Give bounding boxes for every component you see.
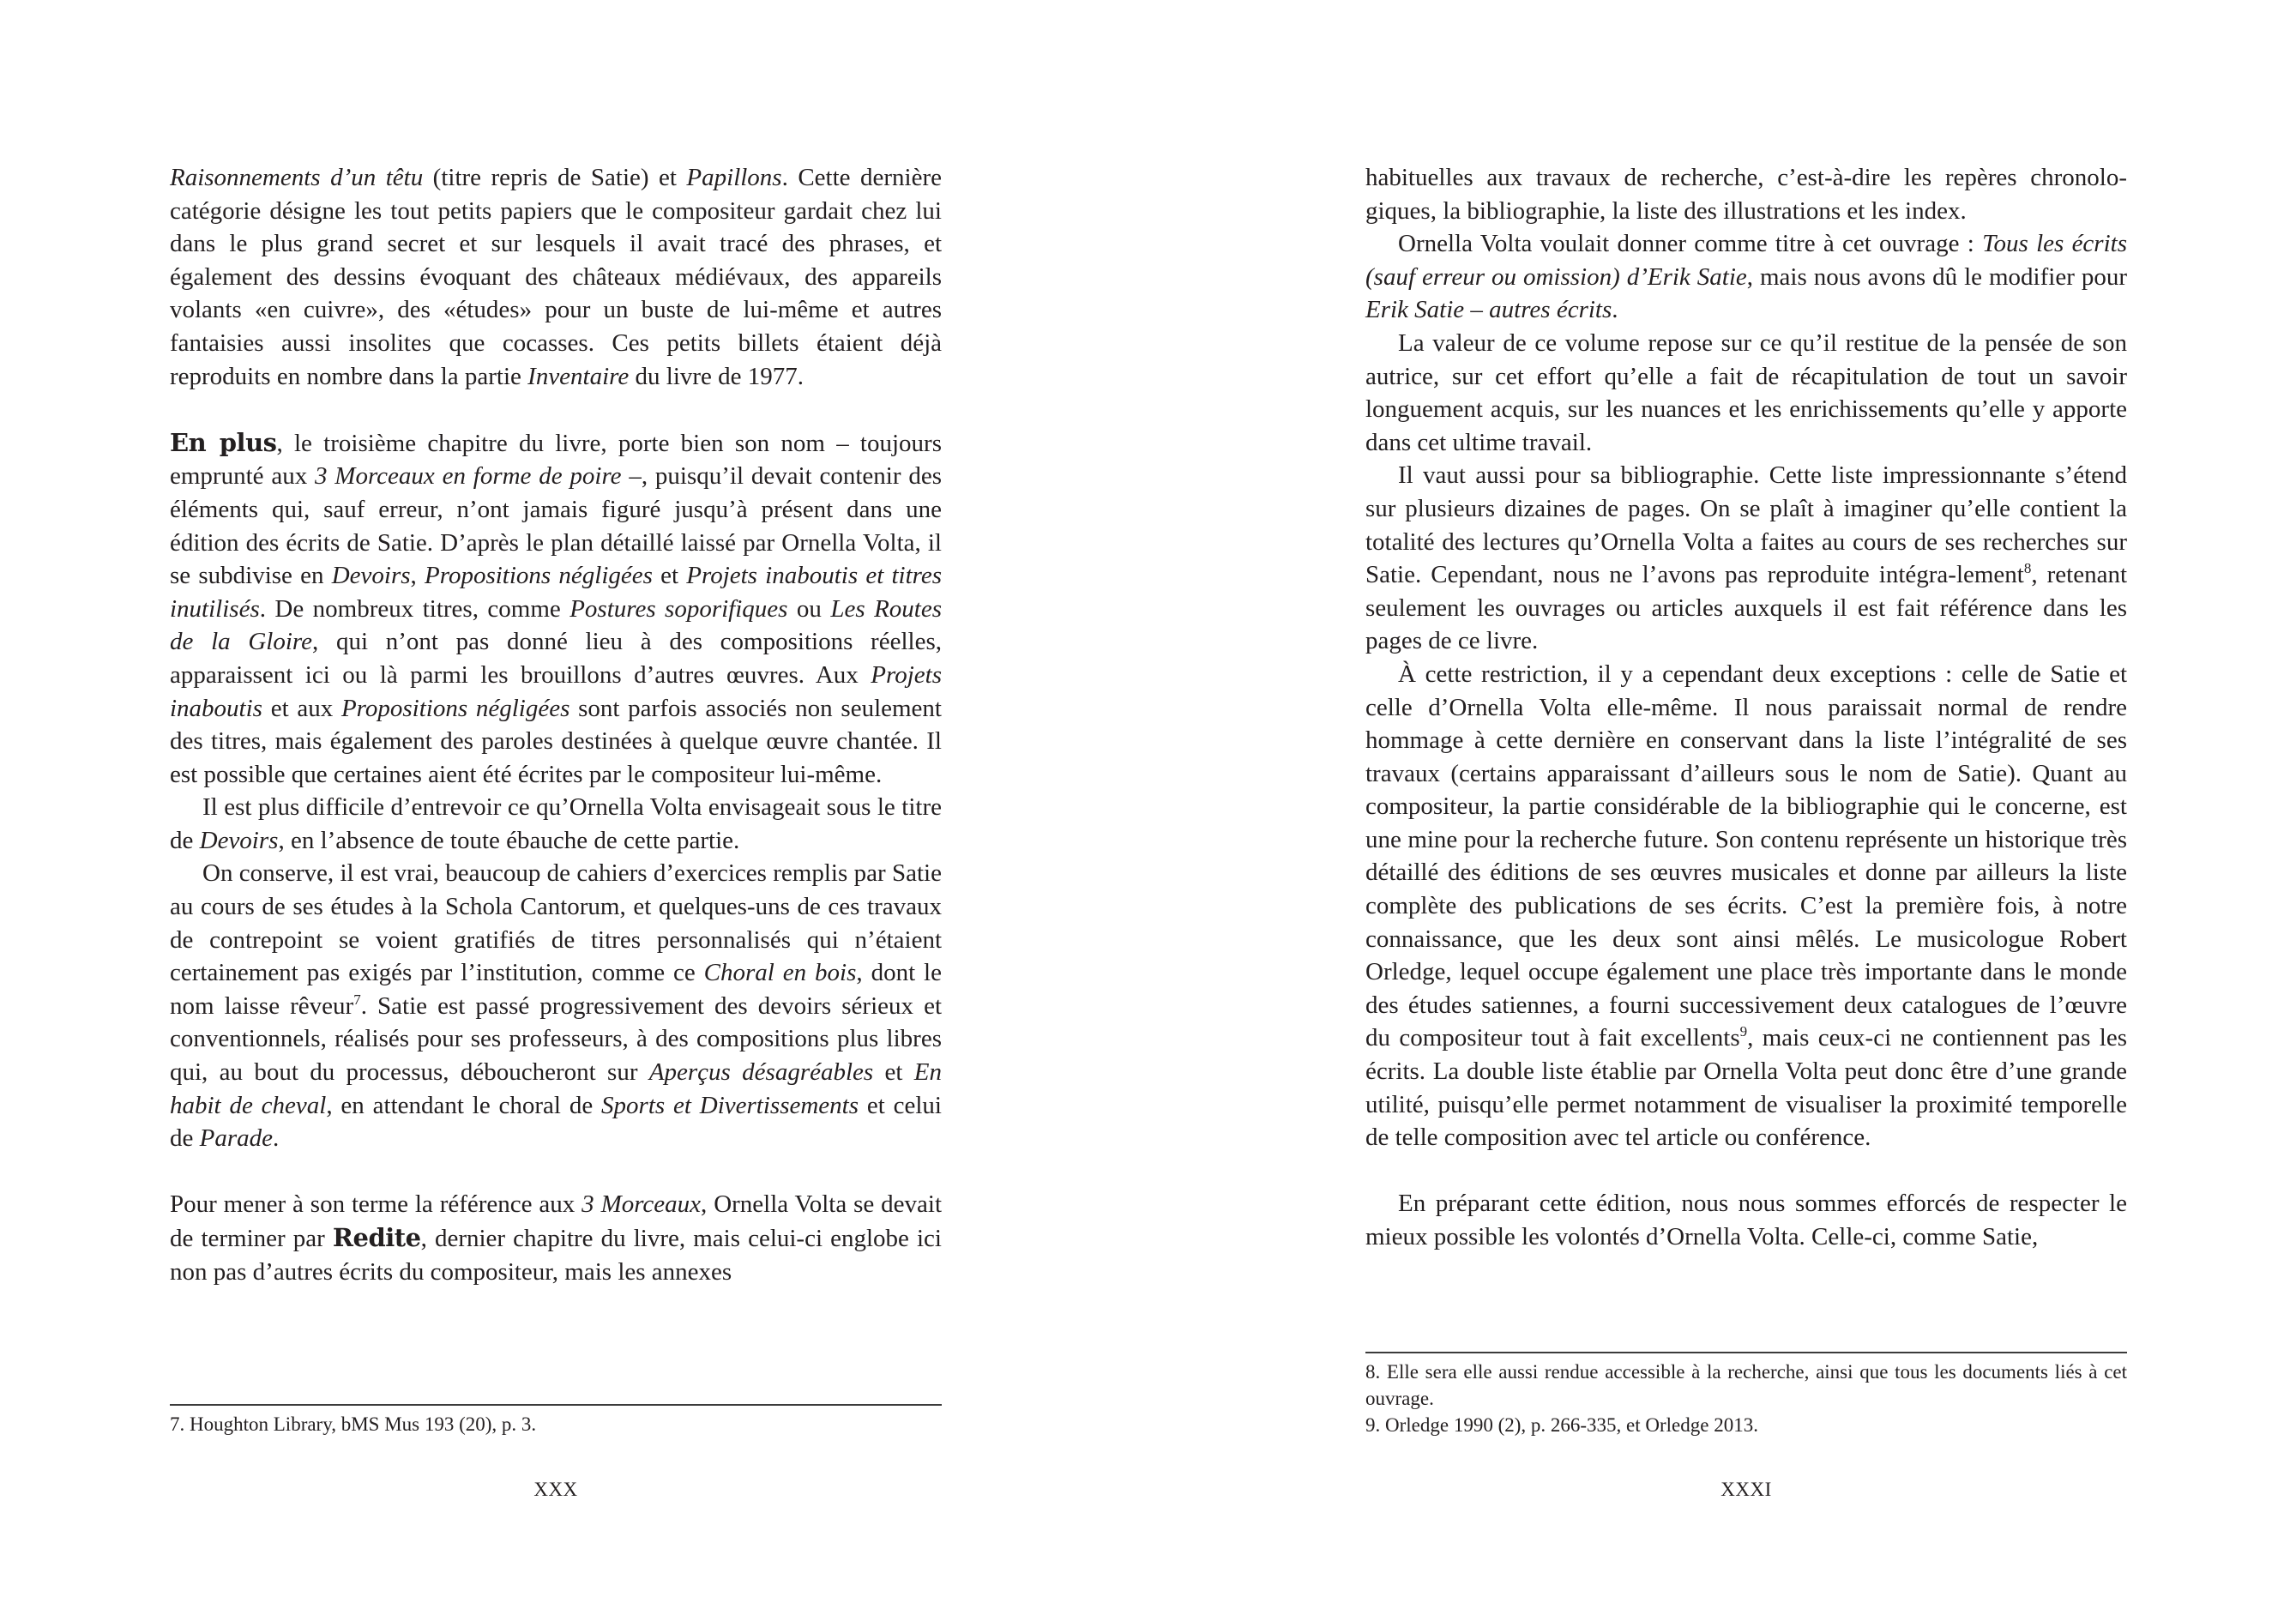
text-run: du livre de 1977. <box>629 362 805 390</box>
text-run: , dernier chapitre du livre, mais celui-ci englobe ici non pas d’autres écrits du compositeur, mais les annexes <box>170 1225 942 1286</box>
footnote-rule <box>1365 1352 2127 1353</box>
paragraph <box>170 1188 942 1288</box>
text-run: , le troisième chapitre du livre, porte bien son nom – toujours emprunté aux <box>170 429 942 491</box>
text-run: , qui n’ont pas donné lieu à des compositions réelles, apparaissent ici ou là parmi les brouillons d’autres œuvres. Aux <box>170 628 942 689</box>
right-body-text <box>1365 161 2127 1254</box>
footnote-reference[interactable]: 8 <box>2023 560 2032 577</box>
italic-title: Propositions négligées <box>425 562 653 590</box>
text-run: habituelles aux travaux de recherche, c’est-à-dire les repères chronolo-giques, la bibliographie, la liste des illustrations et les index. <box>1365 164 2127 225</box>
text-run: . De nombreux titres, comme <box>259 594 570 623</box>
text-run: . Cette dernière catégorie désigne les tout petits papiers que le compositeur gardait chez lui dans le plus grand secret et sur lesquels il avait tracé des phrases, et également des dessins évoquant des châteaux médiévaux, des appareils volants «en cuivre», des «études» pour un buste de lui-même et autres fantaisies aussi insolites que cocasses. Ces petits billets étaient déjà reproduits en nombre dans la partie <box>170 164 942 390</box>
paragraph <box>170 426 942 792</box>
text-run: , en l’absence de toute ébauche de cette partie. <box>278 826 740 854</box>
italic-title: Les Routes de la Gloire <box>170 594 942 656</box>
text-run: , Ornella Volta se devait de terminer par <box>170 1190 942 1252</box>
left-body-text <box>170 161 942 1288</box>
italic-title: Sports et Divertissements <box>601 1091 859 1119</box>
text-run: et aux <box>262 694 341 722</box>
italic-title: En habit de cheval <box>170 1058 943 1119</box>
footnote: 7. Houghton Library, bMS Mus 193 (20), p. 3. <box>170 1413 537 1435</box>
footnote-rule <box>170 1404 942 1406</box>
italic-title: Devoirs <box>331 562 411 590</box>
italic-title: Projets inaboutis <box>170 660 942 722</box>
chapter-name: Redite <box>332 1223 421 1252</box>
paragraph <box>1365 658 2127 1154</box>
text-run: , mais ceux-ci ne contiennent pas les écrits. La double liste établie par Ornella Volta peut donc être d’une grande utilité, puisqu’elle permet notamment de visualiser la proximité temporelle de telle composition avec tel article ou conférence. <box>1365 1024 2127 1152</box>
footnote: 8. Elle sera elle aussi rendue accessible à la recherche, ainsi que tous les documents liés à cet ouvrage. <box>1365 1361 2127 1409</box>
text-run: À cette restriction, il y a cependant deux exceptions : celle de Satie et celle d’Ornella Volta elle-même. Il nous paraissait normal de rendre hommage à cette dernière en conservant dans la liste l’intégralité de ses travaux (certains apparaissant d’ailleurs sous le nom de Satie). Quant au compositeur, la partie considérable de la bibliographie qui le concerne, est une mine pour la recherche future. Son contenu représente un historique très détaillé des éditions de ses œuvres musicales et donne par ailleurs la liste complète des publications de ses écrits. C’est la première fois, à notre connaissance, que les deux sont ainsi mêlés. Le musicologue Robert Orledge, lequel occupe également une place très importante dans le monde des études satiennes, a fourni successivement deux catalogues de l’œuvre du compositeur tout à fait excellents <box>1365 660 2127 1052</box>
paragraph <box>1365 161 2127 227</box>
text-run: Il est plus difficile d’entrevoir ce qu’Ornella Volta envisageait sous le titre de <box>170 793 942 854</box>
italic-title: Postures soporifiques <box>569 594 788 623</box>
italic-title: Aperçus désagréables <box>648 1058 874 1087</box>
text-run: On conserve, il est vrai, beaucoup de cahiers d’exercices remplis par Satie au cours de ses études à la Schola Cantorum, et quelques-uns de ces travaux de contrepoint se voient gratifiés de titres personnalisés qui n’étaient certainement pas exigés par l’institution, comme ce <box>170 859 942 987</box>
text-run: . Satie est passé progressivement des devoirs sérieux et conventionnels, réalisés pour ses professeurs, à des compositions plus libres qui, au bout du processus, déboucheront sur <box>170 991 943 1087</box>
text-run: et <box>873 1058 914 1087</box>
text-run: (titre repris de Satie) et <box>423 164 687 191</box>
text-run: . <box>1612 296 1618 324</box>
italic-title: Choral en bois <box>703 959 857 987</box>
text-run: , dont le nom laisse rêveur <box>170 959 942 1020</box>
paragraph <box>1365 327 2127 459</box>
page-number: XXXI <box>1720 1479 1772 1500</box>
text-run: . <box>273 1124 280 1153</box>
italic-title: Parade <box>199 1124 273 1153</box>
paragraph <box>170 857 942 1154</box>
chapter-name: En plus <box>170 427 277 457</box>
italic-title: Devoirs <box>199 826 279 854</box>
italic-title: Erik Satie – autres écrits <box>1365 296 1612 324</box>
text-run: Pour mener à son terme la référence aux <box>170 1190 582 1219</box>
italic-title: 3 Morceaux <box>582 1190 702 1219</box>
paragraph <box>170 791 942 857</box>
italic-title: Papillons <box>686 164 782 191</box>
text-run: et celui de <box>170 1091 942 1153</box>
text-run: sont parfois associés non seulement des titres, mais également des paroles destinées à quelque œuvre chantée. Il est possible que certaines aient été écrites par le compositeur lui-même. <box>170 694 942 788</box>
text-run: ou <box>787 594 831 623</box>
left-footnotes <box>170 1411 942 1437</box>
text-run: Ornella Volta voulait donner comme titre à cet ouvrage : <box>1398 230 1983 258</box>
footnote-reference[interactable]: 7 <box>353 991 361 1008</box>
italic-title: 3 Morceaux en forme de poire <box>315 462 622 491</box>
page-number: XXX <box>533 1479 578 1500</box>
paragraph <box>170 161 942 393</box>
paragraph <box>1365 1187 2127 1253</box>
text-run: , <box>410 562 425 590</box>
paragraph <box>1365 459 2127 658</box>
right-footnotes <box>1365 1359 2127 1438</box>
text-run: et <box>652 562 687 590</box>
text-run: , en attendant le choral de <box>326 1091 602 1119</box>
text-run: En préparant cette édition, nous nous sommes efforcés de respecter le mieux possible les volontés d’Ornella Volta. Celle-ci, comme Satie, <box>1365 1190 2127 1250</box>
italic-title: Projets inaboutis et titres inutilisés <box>170 562 943 623</box>
italic-title: Raisonnements d’un têtu <box>170 164 424 191</box>
italic-title: Propositions négligées <box>340 694 570 722</box>
paragraph <box>1365 227 2127 327</box>
text-run: La valeur de ce volume repose sur ce qu’il restitue de la pensée de son autrice, sur cet effort qu’elle a fait de récapitulation de tout un savoir longuement acquis, sur les nuances et les enrichissements qu’elle y apporte dans cet ultime travail. <box>1365 328 2127 456</box>
italic-title: Tous les écrits (sauf erreur ou omission) d’Erik Satie <box>1365 230 2127 291</box>
text-run: , mais nous avons dû le modifier pour <box>1746 262 2127 291</box>
footnote-reference[interactable]: 9 <box>1739 1023 1748 1040</box>
italic-title: Inventaire <box>527 362 630 390</box>
text-run: , retenant seulement les ouvrages ou articles auxquels il est fait référence dans les pages de ce livre. <box>1365 561 2127 655</box>
footnote: 9. Orledge 1990 (2), p. 266-335, et Orledge 2013. <box>1365 1414 1758 1436</box>
text-run: –, puisqu’il devait contenir des éléments qui, sauf erreur, n’ont jamais figuré jusqu’à présent dans une édition des écrits de Satie. D’après le plan détaillé laissé par Ornella Volta, il se subdivise en <box>170 462 942 590</box>
right-page <box>1148 0 2296 1621</box>
text-run: Il vaut aussi pour sa bibliographie. Cette liste impressionnante s’étend sur plusieurs dizaines de pages. On se plaît à imaginer qu’elle contient la totalité des lectures qu’Ornella Volta a faites au cours de ses recherches sur Satie. Cependant, nous ne l’avons pas reproduite intégra-lement <box>1365 461 2127 589</box>
